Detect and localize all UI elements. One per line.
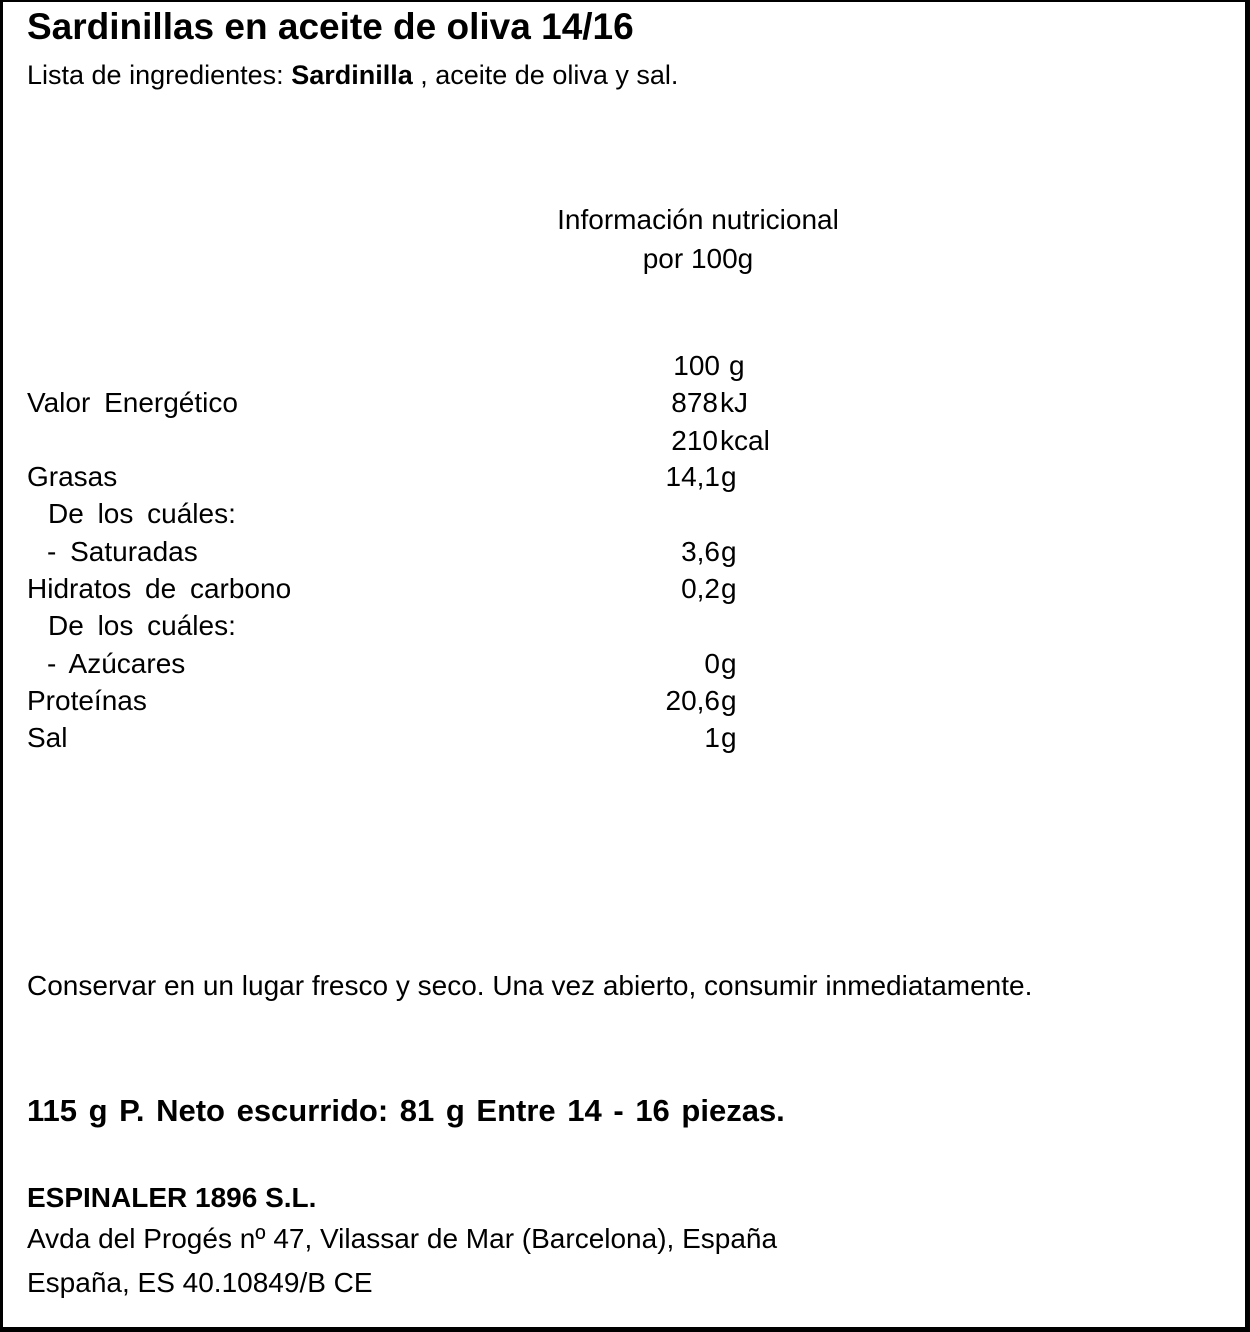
company-registration: España, ES 40.10849/B CE [27, 1267, 373, 1298]
ingredients-highlight: Sardinilla [291, 60, 413, 90]
net-weight: 115 g P. Neto escurrido: 81 g Entre 14 - 16 piezas. [27, 1093, 785, 1128]
nutrition-row-unit: g [721, 461, 737, 492]
nutrition-row-unit: g [721, 573, 737, 604]
nutrition-row-value: 0 [704, 648, 720, 679]
nutrition-row-label: Hidratos de carbono [27, 573, 292, 604]
product-title: Sardinillas en aceite de oliva 14/16 [27, 6, 634, 47]
nutrition-row-value: 14,1 [665, 461, 720, 492]
nutrition-heading [423, 200, 973, 278]
nutrition-row-label: Grasas [27, 461, 118, 492]
company-address: Avda del Progés nº 47, Vilassar de Mar (Barcelona), España [27, 1223, 778, 1254]
company-name: ESPINALER 1896 S.L. [27, 1182, 317, 1213]
nutrition-column-header-unit: g [729, 350, 745, 381]
nutrition-row-value: 878 [671, 387, 718, 418]
nutrition-heading-basis: por 100g [642, 243, 754, 274]
nutrition-row-unit: kJ [720, 387, 748, 418]
nutrition-row-label: - Saturadas [47, 536, 198, 567]
nutrition-row-unit: g [721, 685, 737, 716]
nutrition-row-label: - Azúcares [47, 648, 186, 679]
ingredients-prefix: Lista de ingredientes: [27, 60, 292, 90]
nutrition-row-value: 210 [671, 425, 718, 456]
nutrition-row-label: Proteínas [27, 685, 147, 716]
ingredients-suffix: , aceite de oliva y sal. [412, 60, 679, 90]
nutrition-heading-title: Información nutricional [557, 204, 839, 235]
nutrition-row-value: 0,2 [681, 573, 720, 604]
nutrition-row-label: De los cuáles: [48, 498, 236, 529]
nutrition-row-unit: g [721, 648, 737, 679]
nutrition-row-value: 3,6 [681, 536, 720, 567]
nutrition-row-label: De los cuáles: [48, 610, 236, 641]
nutrition-row-unit: kcal [720, 425, 770, 456]
nutrition-row-unit: g [721, 722, 737, 753]
nutrition-row-label: Valor Energético [27, 387, 238, 418]
nutrition-row-value: 20,6 [665, 685, 720, 716]
nutrition-row-value: 1 [704, 722, 720, 753]
nutrition-row-label: Sal [27, 722, 68, 753]
storage-instructions: Conservar en un lugar fresco y seco. Una vez abierto, consumir inmediatamente. [27, 970, 1033, 1001]
nutrition-row-unit: g [721, 536, 737, 567]
nutrition-column-header-value: 100 [673, 350, 720, 381]
ingredients-list [27, 62, 678, 89]
